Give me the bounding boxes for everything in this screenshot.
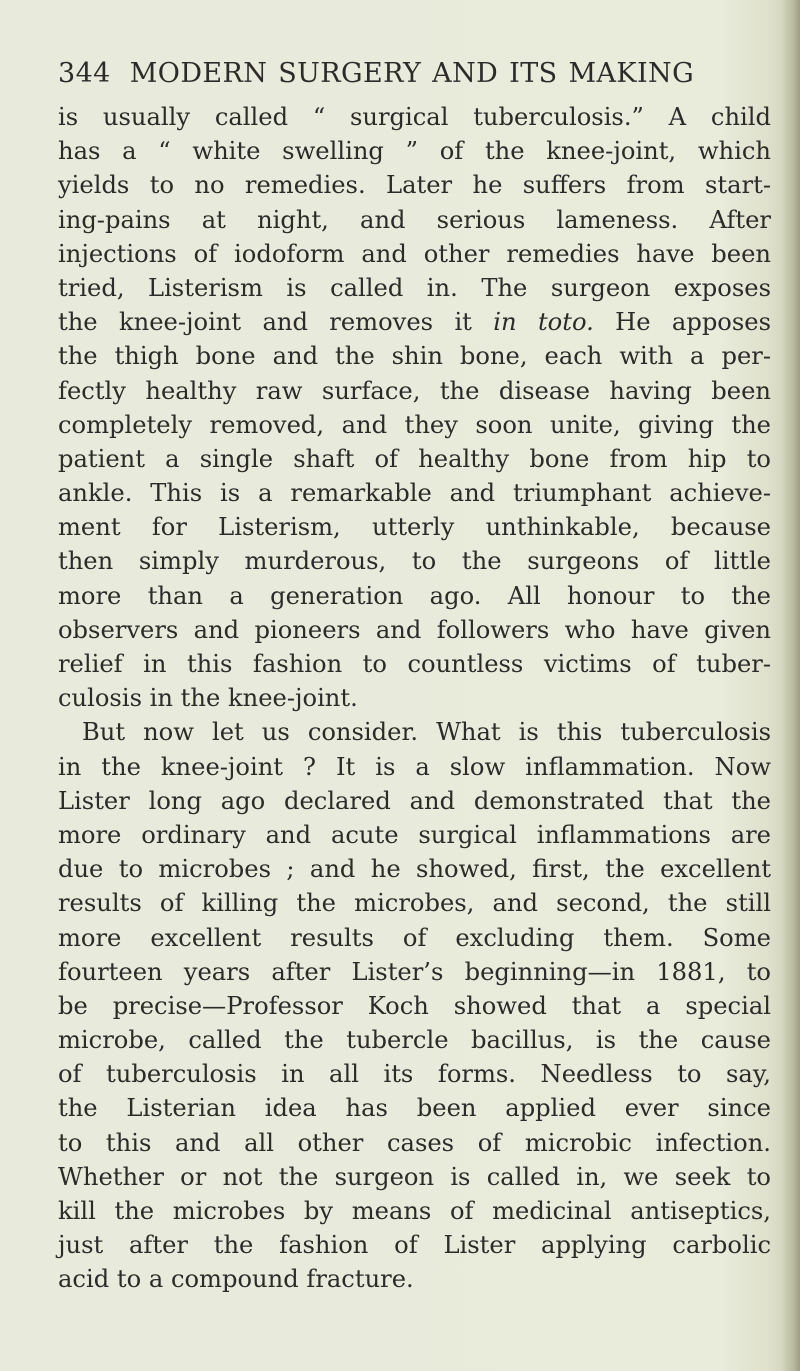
text-line: Lister long ago declared and demonstrated that the [58, 786, 771, 815]
text-line: then simply murderous, to the surgeons of little [58, 547, 771, 576]
text-line: culosis in the knee-joint. [58, 684, 358, 713]
text-segment: the knee-joint and removes it [58, 308, 494, 337]
text-line: ing-pains at night, and serious lameness. After [58, 205, 771, 234]
text-line: yields to no remedies. Later he suffers from start- [58, 171, 771, 200]
text-line: results of killing the microbes, and second, the still [58, 889, 771, 918]
text-line: microbe, called the tubercle bacillus, is the cause [58, 1026, 771, 1055]
text-line: But now let us consider. What is this tuberculosis [82, 718, 771, 747]
page-header [58, 58, 768, 89]
text-segment: He apposes [593, 308, 772, 337]
text-line: more ordinary and acute surgical inflammations are [58, 820, 771, 849]
text-line: in the knee-joint ? It is a slow inflammation. Now [58, 752, 771, 781]
body-text [58, 100, 771, 1297]
text-line: observers and pioneers and followers who have given [58, 615, 771, 644]
text-line: the Listerian idea has been applied ever since [58, 1094, 771, 1123]
text-line [58, 305, 771, 339]
text-line: ment for Listerism, utterly unthinkable, because [58, 513, 771, 542]
text-line: Whether or not the surgeon is called in, we seek to [58, 1162, 771, 1191]
text-line: the thigh bone and the shin bone, each with a per- [58, 342, 771, 371]
text-line: to this and all other cases of microbic infection. [58, 1128, 771, 1157]
text-line: acid to a compound fracture. [58, 1265, 414, 1294]
text-line: more than a generation ago. All honour to the [58, 581, 771, 610]
text-line: kill the microbes by means of medicinal antiseptics, [58, 1197, 771, 1225]
text-line: tried, Listerism is called in. The surgeon exposes [58, 273, 771, 302]
running-head: MODERN SURGERY AND ITS MAKING [129, 58, 695, 89]
text-line: patient a single shaft of healthy bone from hip to [58, 444, 771, 473]
paragraph [58, 715, 771, 1296]
text-line: injections of iodoform and other remedies have been [58, 239, 771, 268]
text-line: ankle. This is a remarkable and triumphant achieve- [58, 479, 771, 508]
text-line: has a “ white swelling ” of the knee-joint, which [58, 137, 771, 166]
text-line: more excellent results of excluding them. Some [58, 923, 771, 952]
text-line: fectly healthy raw surface, the disease having been [58, 376, 771, 405]
paragraph [58, 100, 771, 715]
text-line: be precise—Professor Koch showed that a special [58, 991, 771, 1020]
text-line: just after the fashion of Lister applying carbolic [58, 1231, 771, 1260]
italic-phrase: in toto. [493, 308, 594, 337]
text-line: relief in this fashion to countless victims of tuber- [58, 650, 771, 678]
text-line: due to microbes ; and he showed, first, the excellent [58, 855, 771, 884]
text-line: fourteen years after Lister’s beginning—in 1881, to [58, 957, 771, 986]
page-edge-shadow [782, 0, 800, 1371]
page-number: 344 [58, 58, 111, 89]
text-line: completely removed, and they soon unite, giving the [58, 410, 771, 439]
text-line: of tuberculosis in all its forms. Needless to say, [58, 1060, 771, 1089]
text-line: is usually called “ surgical tuberculosis.” A child [58, 103, 771, 131]
